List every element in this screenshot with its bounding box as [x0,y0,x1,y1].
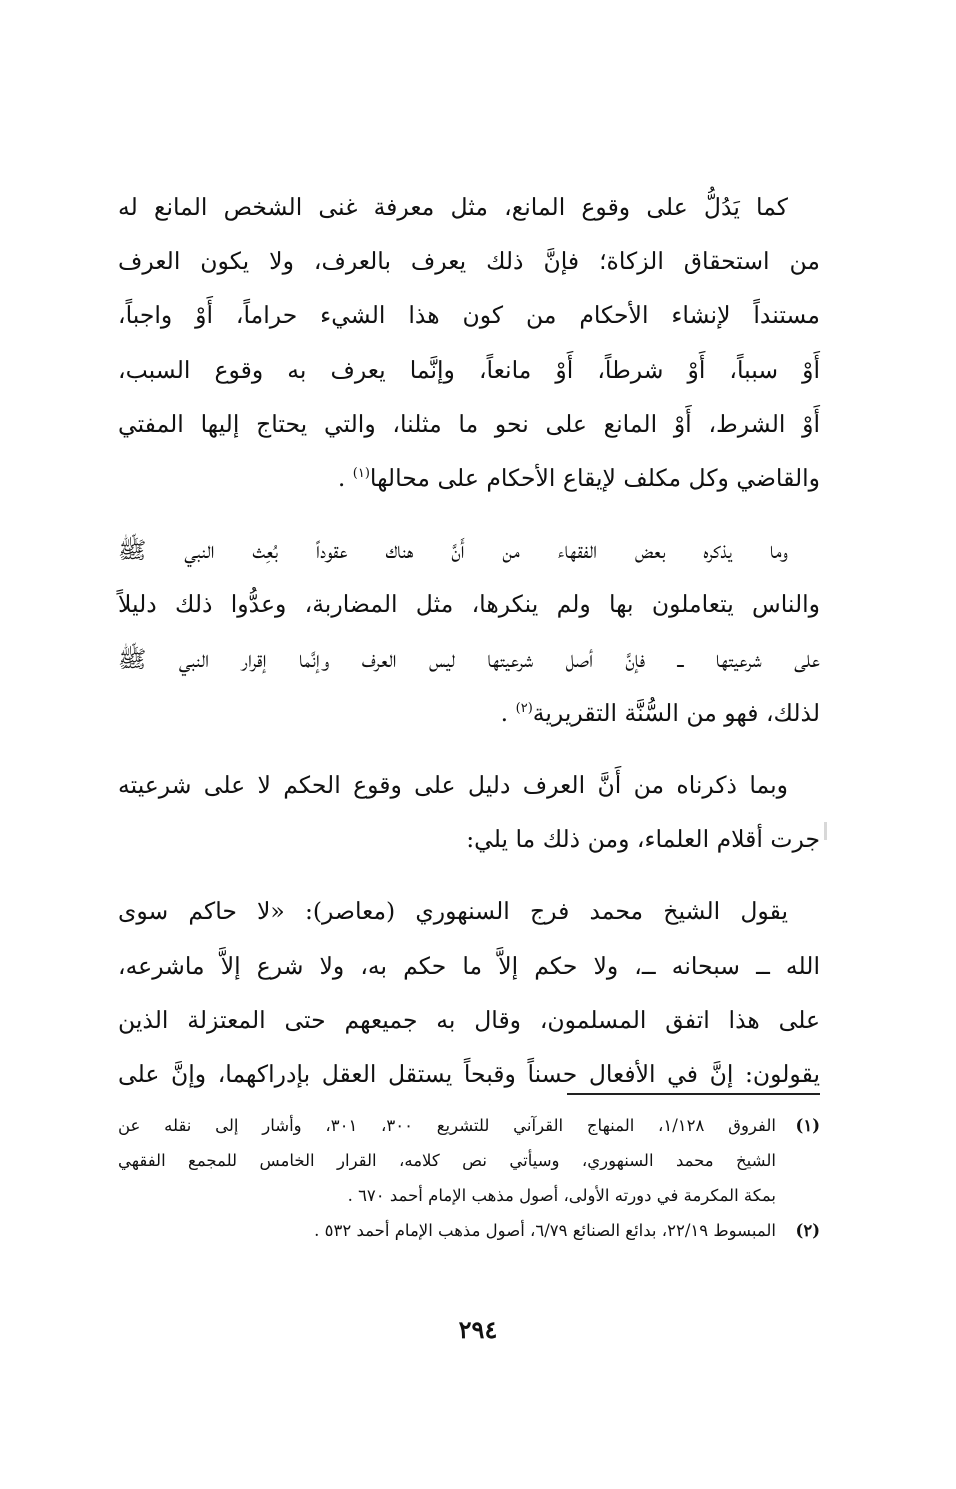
text-line: أَوْ الشرط، أَوْ المانع على نحو ما مثلنا، والتي يحتاج إليها المفتي [118,409,820,438]
footnotes [118,1108,820,1248]
footnote-line: الفروق ١/١٢٨، المنهاج القرآني للتشريع ٣٠٠، ٣٠١، وأشار إلى نقله عن [118,1116,776,1135]
scan-mark [824,822,827,840]
footnote-1 [118,1108,820,1213]
sentence-end: . [337,464,353,493]
paragraph-2 [118,523,820,740]
footnote-ref-1[interactable]: (١) [352,466,370,482]
footnote-line: الشيخ محمد السنهوري، وسيأتي نص كلامه، القرار الخامس للمجمع الفقهي [118,1151,776,1170]
text-line: مستنداً لإنشاء الأحكام من كون هذا الشيء حراماً، أَوْ واجباً، [118,301,820,330]
footnote-line: بمكة المكرمة في دورته الأولى، أصول مذهب الإمام أحمد ٦٧٠ . [347,1186,776,1205]
footnote-number: (٢) [795,1221,820,1240]
text-line: على شرعيتها ــ فإنَّ أصل شرعيتها ليس العرف وإنَّما إقرار النبي ﷺ [118,644,820,673]
text-line-last [118,686,820,740]
text-line: وما يذكره بعض الفقهاء من أَنَّ هناك عقوداً بُعِث النبي ﷺ [118,536,788,565]
paragraph-4 [118,884,820,1101]
text-line: والقاضي وكل مكلف لإيقاع الأحكام على محالها [369,464,820,493]
text-line: أَوْ سبباً، أَوْ شرطاً، أَوْ مانعاً، وإنَّما يعرف به وقوع السبب، [118,355,820,384]
footnote-ref-2[interactable]: (٢) [515,701,533,716]
page-number: ٢٩٤ [458,1315,498,1344]
paragraph-1 [118,180,820,505]
footnote-2 [118,1213,820,1248]
text-line: كما يَدُلُّ على وقوع المانع، مثل معرفة غنى الشخص المانع له [118,193,788,221]
paragraph-3 [118,758,820,866]
text-line: يقولون: إنَّ في الأفعال حسناً وقبحاً يستقل العقل بإدراكهما، وإنَّ على [118,1060,820,1089]
footnote-number: (١) [795,1116,820,1135]
text-line: والناس يتعاملون بها ولم ينكرها، مثل المضاربة، وعدُّوا ذلك دليلاً [118,590,820,619]
text-line: يقول الشيخ محمد فرج السنهوري (معاصر): «لا حاكم سوى [118,897,788,926]
footnote-line: المبسوط ٢٢/١٩، بدائع الصنائع ٦/٧٩، أصول مذهب الإمام أحمد ٥٣٢ . [314,1221,776,1240]
text-line: على هذا اتفق المسلمون، وقال به جميعهم حتى المعتزلة الذين [118,1005,820,1034]
text-line-last [118,451,820,505]
text-line: جرت أقلام العلماء، ومن ذلك ما يلي: [466,825,820,854]
sentence-end: . [500,698,516,727]
text-line: لذلك، فهو من السُّنَّة التقريرية [532,698,820,727]
main-text [118,180,820,1101]
text-line: الله ــ سبحانه ــ، ولا حكم إلاَّ ما حكم به، ولا شرع إلاَّ ماشرعه، [118,951,820,980]
text-line: من استحقاق الزكاة؛ فإنَّ ذلك يعرف بالعرف، ولا يكون العرف [118,247,820,276]
footnote-divider [567,1093,820,1095]
text-line: وبما ذكرناه من أَنَّ العرف دليل على وقوع الحكم لا على شرعيته [118,771,788,800]
